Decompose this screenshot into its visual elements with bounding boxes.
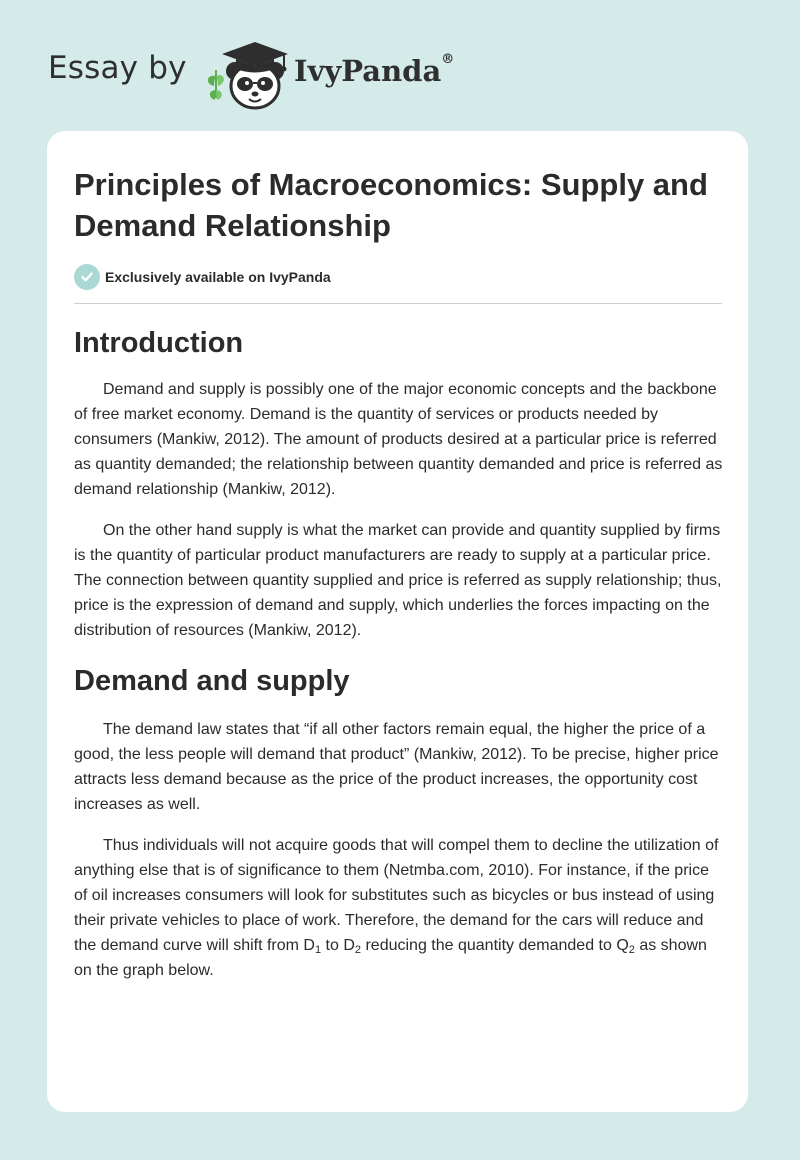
paragraph: Demand and supply is possibly one of the major economic concepts and the backbone of free market economy. Demand is the quantity of services or products needed by consumers (Mankiw, 2012). The amount of products desired at a particular price is referred as quantity demanded; the relationship between quantity demanded and price is referred as demand relationship (Mankiw, 2012). xyxy=(74,381,723,498)
paragraph: The demand law states that “if all other factors remain equal, the higher the price of a good, the less people will demand that product” (Mankiw, 2012). To be precise, higher price attracts less demand because as the price of the product increases, the opportunity cost increases as well. xyxy=(74,721,719,813)
check-circle-icon xyxy=(74,264,100,290)
paragraph: On the other hand supply is what the market can provide and quantity supplied by firms is the quantity of particular product manufacturers are ready to supply at a particular price. The connection between quantity supplied and price is referred as supply relationship; thus, price is the expression of demand and supply, which underlies the forces impacting on the distribution of resources (Mankiw, 2012). xyxy=(74,522,722,639)
section-heading-demand-and-supply: Demand and supply xyxy=(74,665,350,697)
essay-body xyxy=(74,323,724,983)
registered-mark: ® xyxy=(441,52,455,67)
paragraph: Thus individuals will not acquire goods that will compel them to decline the utilization of anything else that is of significance to them (Netmba.com, 2010). For instance, if the price of oil increases consumers will look for substitutes such as bicycles or bus instead of using their private vehicles to place of work. Therefore, the demand for the cars will reduce and the demand curve will shift from $D_1$ to $D_2$ reducing the quantity demanded to $Q_2$ as shown on the graph below. xyxy=(74,837,719,979)
divider xyxy=(74,303,722,304)
badge-label: Exclusively available on IvyPanda xyxy=(105,269,331,285)
panda-logo-icon xyxy=(202,36,294,110)
essay-title: Principles of Macroeconomics: Supply and Demand Relationship xyxy=(74,167,708,243)
essay-card xyxy=(47,131,748,1112)
section-heading-introduction: Introduction xyxy=(74,327,244,359)
exclusive-badge xyxy=(74,263,331,291)
site-header xyxy=(48,36,548,108)
essay-by-label: Essay by xyxy=(48,50,187,86)
brand-name: IvyPanda® xyxy=(294,52,455,88)
